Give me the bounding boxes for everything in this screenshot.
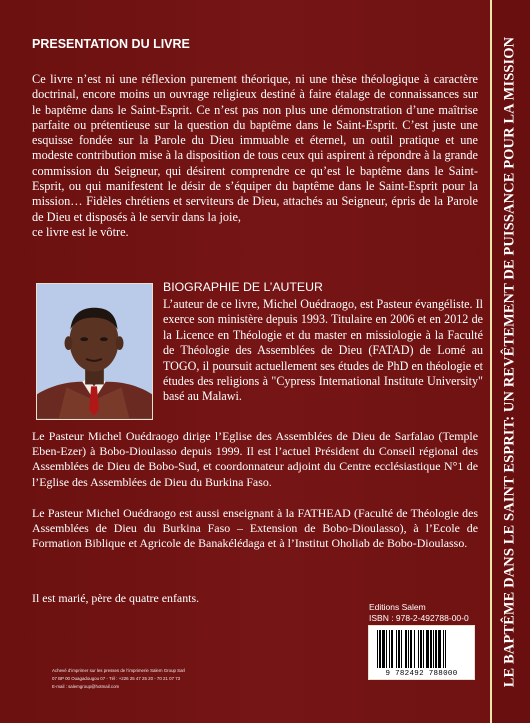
spine-title: LE BAPTÊME DANS LE SAINT ESPRIT: UN REVÊTEMENT DE PUISSANCE POUR LA MISSION [501, 36, 518, 688]
publisher-name: Editions Salem [369, 602, 426, 612]
biography-paragraph-ministry: Le Pasteur Michel Ouédraogo dirige l’Eglise des Assemblées de Dieu de Sarfalao (Temple Eben-Ezer) à Bobo-Dioulasso depuis 1999. Il est l’actuel Président du Conseil régional des Assemblées de Dieu de Bobo-Sud, et coordonnateur adjoint du Centre ecclésiastique N°1 de l’Eglise des Assemblées de Dieu du Burkina Faso. [32, 429, 478, 489]
isbn-label: ISBN : 978-2-492788-00-0 [369, 613, 469, 623]
presentation-body: Ce livre n’est ni une réflexion purement théorique, ni une thèse théologique à caractère doctrinal, encore moins un ouvrage religieux destiné à faire étalage de connaissances sur le baptême dans le Saint-Esprit. Ce n’est pas non plus une démonstration d’une maîtrise parfaite ou prétentieuse sur la question du baptême dans le Saint-Esprit. C’est juste une esquisse fondée sur la Parole du Dieu immuable et éternel, un outil pratique et une modeste contribution mise à la disposition de tous ceux qui aspirent à répondre à la grande commission du Seigneur, qui désirent comprendre ce qu’est le baptême dans le Saint-Esprit, ou qui manifestent le désir de s’équiper du baptême dans le Saint-Esprit pour la mission… Fidèles chrétiens et serviteurs de Dieu, attachés au Seigneur, épris de la Parole de Dieu et disposés à le servir dans la joie, [32, 72, 478, 224]
biography-paragraph-family: Il est marié, père de quatre enfants. [32, 591, 200, 605]
barcode-digits: 9 782492 788000 [385, 670, 458, 678]
presentation-text [32, 72, 478, 240]
printer-line-1: Achevé d’imprimer sur les presses de l’imprimerie Salem Group Sarl [52, 668, 185, 673]
publisher-info [369, 602, 469, 624]
presentation-heading: PRESENTATION DU LIVRE [32, 37, 190, 51]
barcode-bars [369, 626, 476, 670]
biography-heading: BIOGRAPHIE DE L’AUTEUR [163, 280, 323, 294]
isbn-barcode [368, 625, 475, 680]
printer-line-2: 07 BP 00 Ouagadougou 07 - Tél : +226 25 47 25 20 - 70 21 07 73 [52, 676, 181, 681]
printer-colophon [52, 667, 252, 691]
presentation-closing: ce livre est le vôtre. [32, 224, 129, 239]
printer-line-3: E-mail : salemgroup@hotmail.com [52, 684, 120, 689]
author-photo [36, 283, 153, 420]
biography-body: L’auteur de ce livre, Michel Ouédraogo, est Pasteur évangéliste. Il exerce son ministère depuis 1993. Titulaire en 2006 et en 2012 de la Licence en Théologie et du master en missiologie à la Faculté de Théologie des Assemblées de Dieu (FATAD) de Lomé au TOGO, il poursuit actuellement ses études de PhD en théologie et études des religions à "Cypress International Institute University" basé au Malawi. [163, 297, 483, 404]
biography-paragraph-teaching: Le Pasteur Michel Ouédraogo est aussi enseignant à la FATHEAD (Faculté de Théologie des Assemblées de Dieu du Burkina Faso – Extension de Bobo-Dioulasso), à l’Ecole de Formation Biblique et Agricole de Banakélédaga et à l’Institut Oholiab de Bobo-Dioulasso. [32, 506, 478, 551]
